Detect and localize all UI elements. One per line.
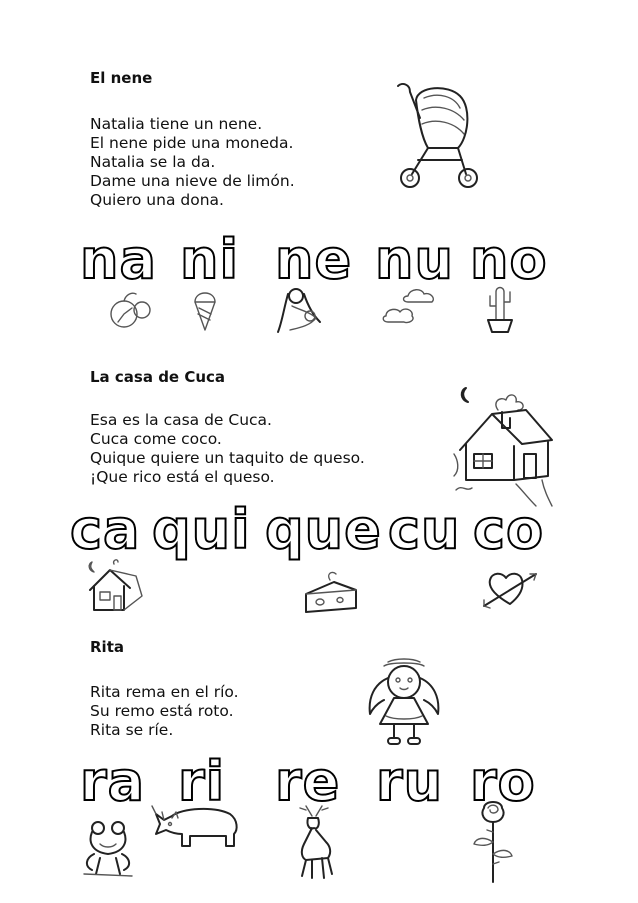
syllable-cu: cu bbox=[388, 498, 461, 561]
story-line: Su remo está roto. bbox=[90, 702, 234, 720]
story-line: Natalia tiene un nene. bbox=[90, 115, 263, 133]
cloud-icon bbox=[378, 282, 448, 327]
cheese-icon bbox=[300, 568, 362, 618]
stroller-icon bbox=[388, 78, 483, 193]
orange-icon bbox=[100, 286, 155, 331]
rose-icon bbox=[468, 798, 520, 884]
story-la-casa-de-cuca bbox=[90, 411, 365, 487]
story-el-nene bbox=[90, 115, 295, 210]
story-line: Quique quiere un taquito de queso. bbox=[90, 449, 365, 467]
syllable-re: re bbox=[275, 750, 341, 813]
syllable-ri: ri bbox=[178, 750, 226, 813]
rhino-icon bbox=[150, 800, 242, 852]
story-line: El nene pide una moneda. bbox=[90, 134, 294, 152]
section-title-la-casa-de-cuca: La casa de Cuca bbox=[90, 368, 226, 386]
frog-icon bbox=[78, 818, 138, 880]
section-title-el-nene: El nene bbox=[90, 69, 153, 87]
story-line: ¡Que rico está el queso. bbox=[90, 468, 275, 486]
syllable-nu: nu bbox=[375, 228, 454, 291]
story-line: Dame una nieve de limón. bbox=[90, 172, 295, 190]
house-icon bbox=[452, 380, 560, 510]
syllable-co: co bbox=[473, 498, 545, 561]
ice-cream-icon bbox=[185, 284, 225, 334]
doll-icon bbox=[360, 658, 448, 750]
syllable-ni: ni bbox=[180, 228, 239, 291]
syllable-ne: ne bbox=[275, 228, 353, 291]
syllable-row-c bbox=[70, 498, 550, 562]
section-title-rita: Rita bbox=[90, 638, 124, 656]
small-house-icon bbox=[84, 556, 146, 618]
syllable-na: na bbox=[80, 228, 157, 291]
deer-icon bbox=[286, 802, 342, 880]
story-line: Rita se ríe. bbox=[90, 721, 174, 739]
story-line: Natalia se la da. bbox=[90, 153, 216, 171]
story-rita bbox=[90, 683, 239, 740]
story-line: Esa es la casa de Cuca. bbox=[90, 411, 272, 429]
story-line: Quiero una dona. bbox=[90, 191, 224, 209]
story-line: Cuca come coco. bbox=[90, 430, 222, 448]
syllable-ro: ro bbox=[470, 750, 536, 813]
syllable-no: no bbox=[470, 228, 548, 291]
syllable-ra: ra bbox=[80, 750, 146, 813]
syllable-ca: ca bbox=[70, 498, 141, 561]
syllable-ru: ru bbox=[376, 750, 444, 813]
cactus-icon bbox=[478, 280, 523, 335]
syllable-qui: qui bbox=[152, 498, 251, 561]
heart-icon bbox=[480, 566, 542, 614]
story-line: Rita rema en el río. bbox=[90, 683, 239, 701]
mother-baby-icon bbox=[270, 282, 330, 337]
syllable-que: que bbox=[265, 498, 382, 561]
